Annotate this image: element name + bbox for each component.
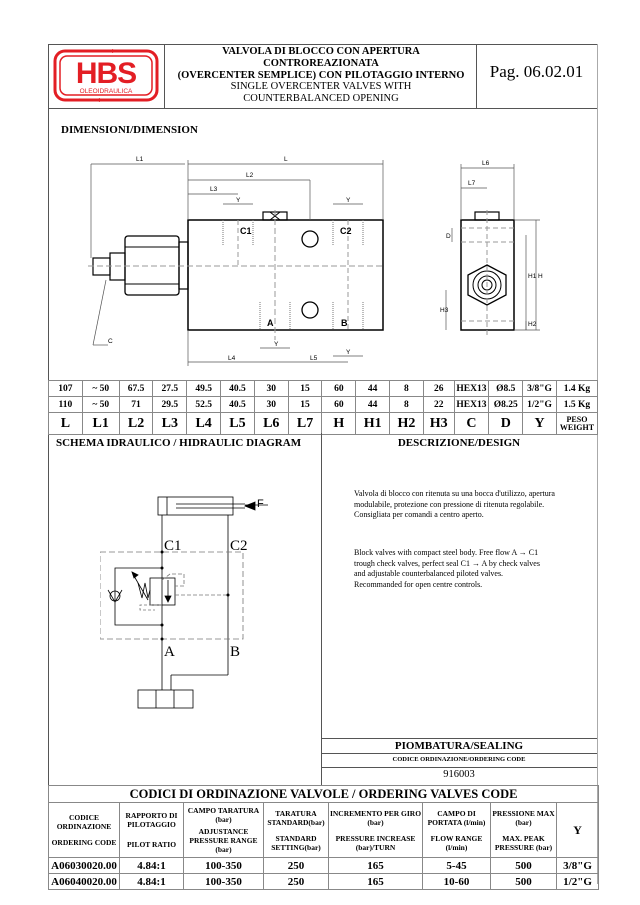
frame-top — [48, 44, 597, 45]
sealing-top-line — [321, 738, 597, 739]
svg-text:L5: L5 — [310, 355, 318, 362]
svg-text:C1: C1 — [240, 226, 252, 236]
svg-text:D: D — [446, 233, 451, 240]
svg-text:L4: L4 — [228, 355, 236, 362]
section-divider — [321, 433, 322, 785]
svg-text:L: L — [284, 156, 288, 163]
header-divider-1 — [164, 44, 165, 108]
sealing-code-label: CODICE ORDINAZIONE/ORDERING CODE — [392, 756, 526, 763]
svg-text:H2: H2 — [528, 321, 537, 328]
hydraulic-diagram-title: SCHEMA IDRAULICO / HIDRAULIC DIAGRAM — [56, 437, 302, 449]
frame-right — [597, 44, 598, 884]
svg-text:L7: L7 — [468, 180, 476, 187]
svg-text:L3: L3 — [210, 186, 218, 193]
hbs-logo — [52, 47, 160, 104]
title-en-line1: SINGLE OVERCENTER VALVES WITH — [230, 81, 412, 92]
svg-text:A: A — [164, 644, 175, 660]
dimension-drawing — [48, 150, 597, 375]
svg-text:B: B — [230, 644, 241, 660]
svg-text:H1: H1 — [528, 273, 537, 280]
header-bottom-line — [48, 108, 597, 109]
description-english: Block valves with compact steel body. Free flow A → C1 trough check valves, perfect seal C1 → A by check valves and adjustable counterbalanced piloted valves. Recommanded for open centre controls. — [354, 548, 540, 589]
description-title: DESCRIZIONE/DESIGN — [397, 437, 521, 449]
svg-text:C2: C2 — [230, 538, 248, 554]
svg-text:Y: Y — [346, 197, 351, 204]
sealing-line-3 — [321, 767, 597, 768]
sealing-line-2 — [321, 753, 597, 754]
svg-text:C2: C2 — [340, 226, 352, 236]
title-it-line2: (OVERCENTER SEMPLICE) CON PILOTAGGIO INTERNO — [177, 70, 465, 81]
ordering-table — [48, 785, 599, 890]
hydraulic-diagram — [100, 480, 300, 720]
sealing-code: 916003 — [443, 769, 475, 780]
dimension-title: DIMENSIONI/DIMENSION — [61, 124, 198, 136]
ordering-row: A06030020.00 4.84:1 100-350 250 165 5-45 500 3/8"G — [49, 858, 599, 874]
svg-text:Y: Y — [346, 349, 351, 356]
sealing-title: PIOMBATURA/SEALING — [394, 740, 524, 752]
dimension-row: 107 ~ 50 67.5 27.5 49.5 40.5 30 15 60 44 8 26 HEX13 Ø8.5 3/8"G 1.4 Kg — [49, 381, 598, 397]
page-number: Pag. 06.02.01 — [489, 62, 584, 81]
weight-header: PESO WEIGHT — [556, 413, 597, 435]
ordering-header-row: CODICE ORDINAZIONE ORDERING CODE RAPPORTO DI PILOTAGGIO PILOT RATIO CAMPO TARATURA (bar) ADJUSTANCE PRESSURE RANGE (bar) TARATURA STANDARD(bar) STANDARD SETTING(bar) INCREMENTO PER GIRO (bar) PRESSURE INCREASE (bar)/TURN CAMPO DI PORTATA (l/min) FLOW RANGE (l/min) PRESSIONE MAX (bar) MAX. PEAK PRESSURE (bar) Y — [49, 803, 599, 858]
title-italian — [166, 46, 476, 82]
description-italian: Valvola di blocco con ritenuta su una bocca d'utilizzo, apertura modulabile, protezione con pressione di ritenuta regolabile. Consigliata per comandi a centro aperto. — [354, 489, 555, 519]
title-english — [166, 81, 476, 105]
ordering-row: A06040020.00 4.84:1 100-350 250 165 10-60 500 1/2"G — [49, 874, 599, 890]
svg-text:L1: L1 — [136, 156, 144, 163]
title-en-line2: COUNTERBALANCED OPENING — [243, 93, 399, 104]
dimension-header-row: L L1 L2 L3 L4 L5 L6 L7 H H1 H2 H3 C D Y PESO WEIGHT — [49, 413, 598, 435]
svg-text:Y: Y — [274, 341, 279, 348]
svg-text:OLEOIDRAULICA: OLEOIDRAULICA — [79, 88, 133, 95]
dimension-table — [48, 380, 598, 435]
svg-text:B: B — [341, 318, 348, 328]
svg-text:A: A — [267, 318, 274, 328]
svg-text:L2: L2 — [246, 172, 254, 179]
dimension-row: 110 ~ 50 71 29.5 52.5 40.5 30 15 60 44 8 22 HEX13 Ø8.25 1/2"G 1.5 Kg — [49, 397, 598, 413]
svg-text:H3: H3 — [440, 307, 449, 314]
svg-text:Y: Y — [236, 197, 241, 204]
title-it-line1: VALVOLA DI BLOCCO CON APERTURA CONTROREAZIONATA — [222, 46, 420, 69]
svg-text:HBS: HBS — [75, 57, 137, 90]
svg-text:H: H — [538, 273, 543, 280]
svg-text:C: C — [108, 338, 113, 345]
svg-text:F: F — [257, 498, 264, 510]
svg-text:C1: C1 — [164, 538, 182, 554]
svg-text:L6: L6 — [482, 160, 490, 167]
ordering-title: CODICI DI ORDINAZIONE VALVOLE / ORDERING VALVES CODE — [49, 786, 599, 803]
